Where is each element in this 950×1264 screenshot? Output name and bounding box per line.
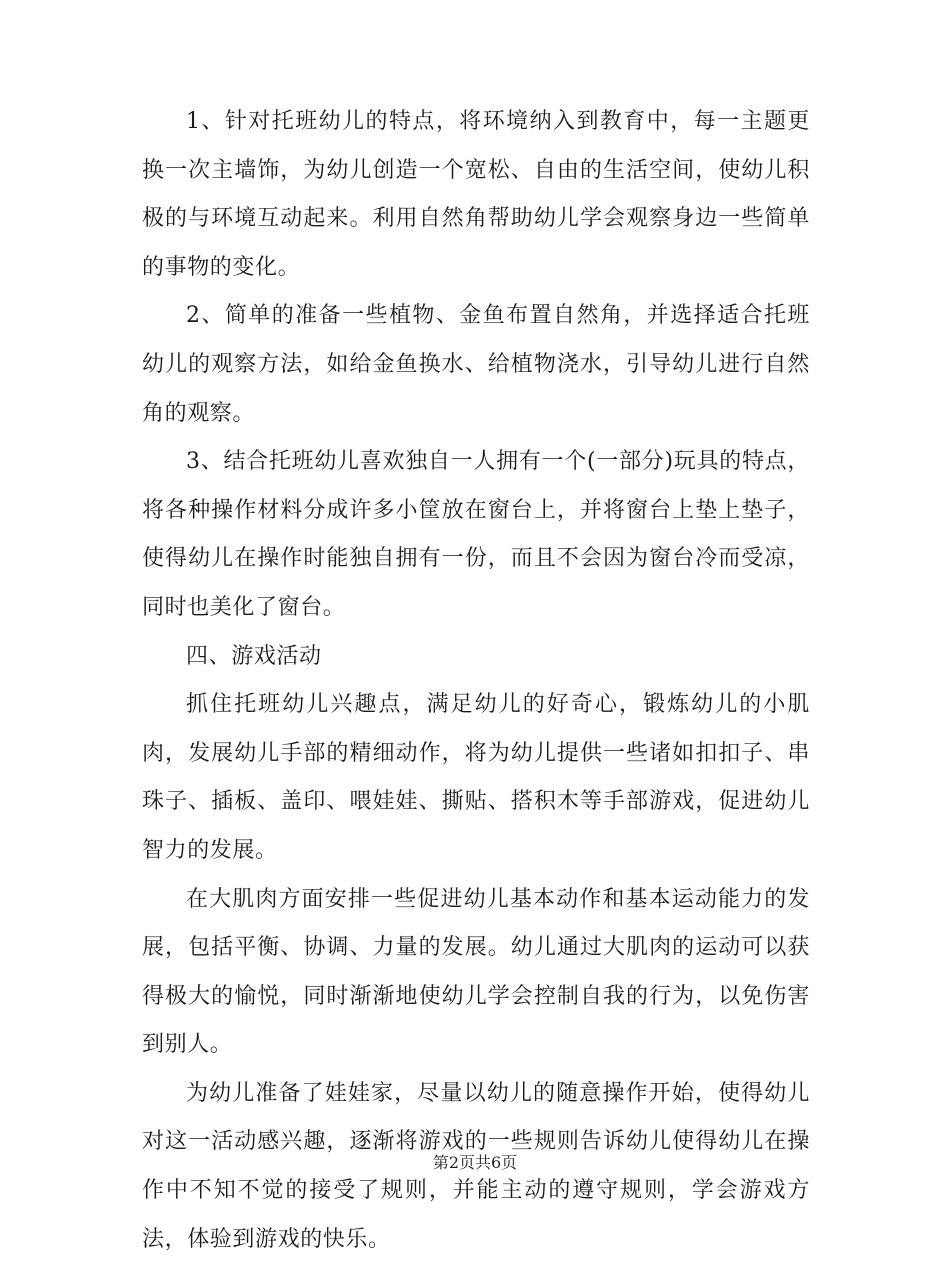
paragraph-fine-motor: 抓住托班幼儿兴趣点，满足幼儿的好奇心，锻炼幼儿的小肌肉，发展幼儿手部的精细动作，将为幼儿提供一些诸如扣扣子、串珠子、插板、盖印、喂娃娃、撕贴、搭积木等手部游戏，促进幼儿智力的发展。 [142,692,810,863]
paragraph-gross-motor: 在大肌肉方面安排一些促进幼儿基本动作和基本运动能力的发展，包括平衡、协调、力量的发展。幼儿通过大肌肉的运动可以获得极大的愉悦，同时渐渐地使幼儿学会控制自我的行为，以免伤害到别人。 [142,886,810,1058]
paragraph-doll-house: 为幼儿准备了娃娃家，尽量以幼儿的随意操作开始，使得幼儿对这一活动感兴趣，逐渐将游戏的一些规则告诉幼儿使得幼儿在操作中不知不觉的接受了规则，并能主动的遵守规则，学会游戏方法，体验到游戏的快乐。 [142,1080,810,1252]
paragraph-materials: 3、结合托班幼儿喜欢独自一人拥有一个(一部分)玩具的特点，将各种操作材料分成许多小筐放在窗台上，并将窗台上垫上垫子，使得幼儿在操作时能独自拥有一份，而且不会因为窗台冷而受凉，同时也美化了窗台。 [142,449,810,620]
document-body [142,98,810,1264]
section-heading-games: 四、游戏活动 [186,643,322,669]
paragraph-nature-corner: 2、简单的准备一些植物、金鱼布置自然角，并选择适合托班幼儿的观察方法，如给金鱼换水、给植物浇水，引导幼儿进行自然角的观察。 [142,303,810,426]
paragraph-environment: 1、针对托班幼儿的特点，将环境纳入到教育中，每一主题更换一次主墙饰，为幼儿创造一个宽松、自由的生活空间，使幼儿积极的与环境互动起来。利用自然角帮助幼儿学会观察身边一些简单的事物的变化。 [142,109,810,280]
page-number: 第2页共6页 [432,1153,518,1172]
